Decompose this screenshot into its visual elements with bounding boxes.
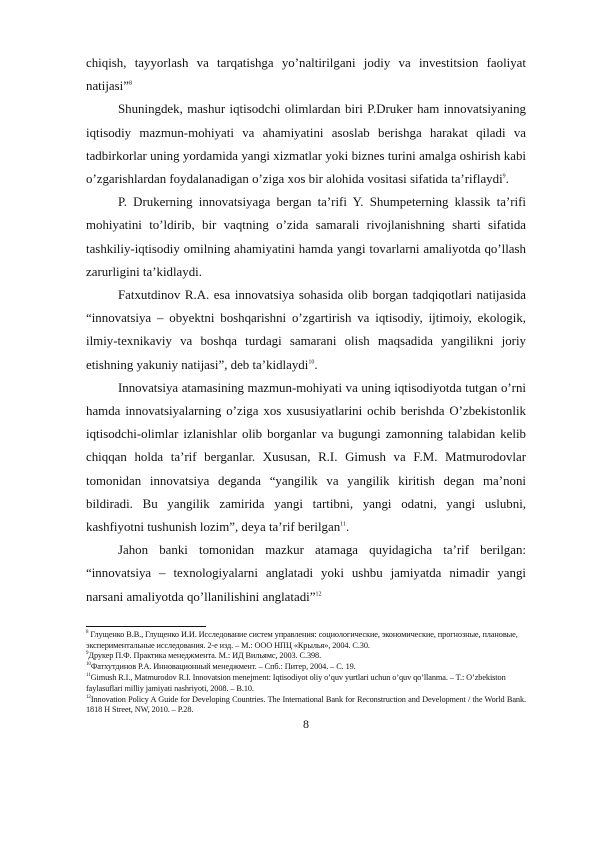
footnote: $^8$ Глущенко В.В., Глущенко И.И. Исследование систем управления: социологические, экономические, прогнозные, плановые, экспериментальные исследования. 2-е изд. – М.: ООО НПЦ «Крылья», 2004. С.30. <box>86 629 518 650</box>
paragraph: Innovatsiya atamasining mazmun-mohiyati va uning iqtisodiyotda tutgan o’rni hamda innovatsiyalarning o’ziga xos xususiyatlarini ochib berishda O’zbekistonlik iqtisodchi-olimlar izlanishlar olib borganlar va bugungi zamonning talabidan kelib chiqqan holda ta’rif berganlar. Xususan, R.I. Gimush va F.M. Matmurodovlar tomonidan innovatsiya deganda “yangilik va yangilik kiritish degan ma’noni bildiradi. Bu yangilik zamirida yangi tartibni, yangi odatni, yangi uslubni, kashfiyotni tushunish lozim”, deya ta’rif berilgan$^{11}$. <box>86 380 526 535</box>
footnote-ref: 10 <box>308 359 315 366</box>
paragraph: chiqish, tayyorlash va tarqatishga yo’naltirilgani jodiy va investitsion faoliyat natijasi”$^8$ <box>86 56 526 94</box>
footnote: $^9$Друкер П.Ф. Практика менеджмента. М.: ИД Вильямс, 2003. С.398. <box>86 651 322 661</box>
footnote: $^{12}$Innovation Policy A Guide for Developing Countries. The International Bank for Reconstruction and Development / the World Bank. 1818 H Street, NW, 2010. – P.28. <box>86 694 526 715</box>
paragraph: P. Drukerning innovatsiyaga bergan ta’rifi Y. Shumpeterning klassik ta’rifi mohiyatini to’ldirib, bir vaqtning o’zida samarali rivojlanishning sharti sifatida tashkiliy-iqtisodiy omilning ahamiyatini hamda yangi tovarlarni amaliyotda qo’llash zarurligini ta’kidlaydi. <box>86 195 526 279</box>
document-page <box>86 52 526 732</box>
page-number: 8 <box>303 717 309 732</box>
paragraph: Shuningdek, mashur iqtisodchi olimlardan biri P.Druker ham innovatsiyaning iqtisodiy mazmun-mohiyati va ahamiyatini asoslab berishga harakat qiladi va tadbirkorlar uning yordamida yangi xizmatlar yoki biznes turini amalga oshirish kabi o’zgarishlardan foydalanadigan o’ziga xos bir alohida vositasi sifatida ta’riflaydi$^9$. <box>86 102 526 187</box>
footnote-ref: 12 <box>315 591 322 598</box>
paragraph: Fatxutdinov R.A. esa innovatsiya sohasida olib borgan tadqiqotlari natijasida “innovatsiya – obyektni boshqarishni o’zgartirish va iqtisodiy, ijtimoiy, ekologik, ilmiy-texnikaviy va boshqa turdagi samarani olish maqsadida yangilikni joriy etishning yakuniy natijasi”, deb ta’kidlaydi$^{10}$. <box>86 288 526 372</box>
footnote-divider <box>86 626 206 627</box>
footnote: $^{11}$Gimush R.I., Matmurodov R.I. Innovatsion menejment: Iqtisodiyot oliy o’quv yurtlari uchun o’quv qo’llanma. – T.: O’zbekiston faylasuflari milliy jamiyati nashriyoti, 2008. – B.10. <box>86 673 506 693</box>
paragraph: Jahon banki tomonidan mazkur atamaga quyidagicha ta’rif berilgan: “innovatsiya – texnologiyalarni anglatadi yoki ushbu jamiyatda nimadir yangi narsani amaliyotda qo’llanilishini anglatadi”$^{12}$ <box>86 543 526 604</box>
footnote-ref: 9 <box>502 173 506 180</box>
footnote-ref: 11 <box>340 521 346 528</box>
footnote-ref: 8 <box>128 80 132 87</box>
footnote: $^{10}$Фатхутдинов Р.А. Инновационный менеджмент. – Спб.: Питер, 2004. – С. 19. <box>86 662 356 672</box>
